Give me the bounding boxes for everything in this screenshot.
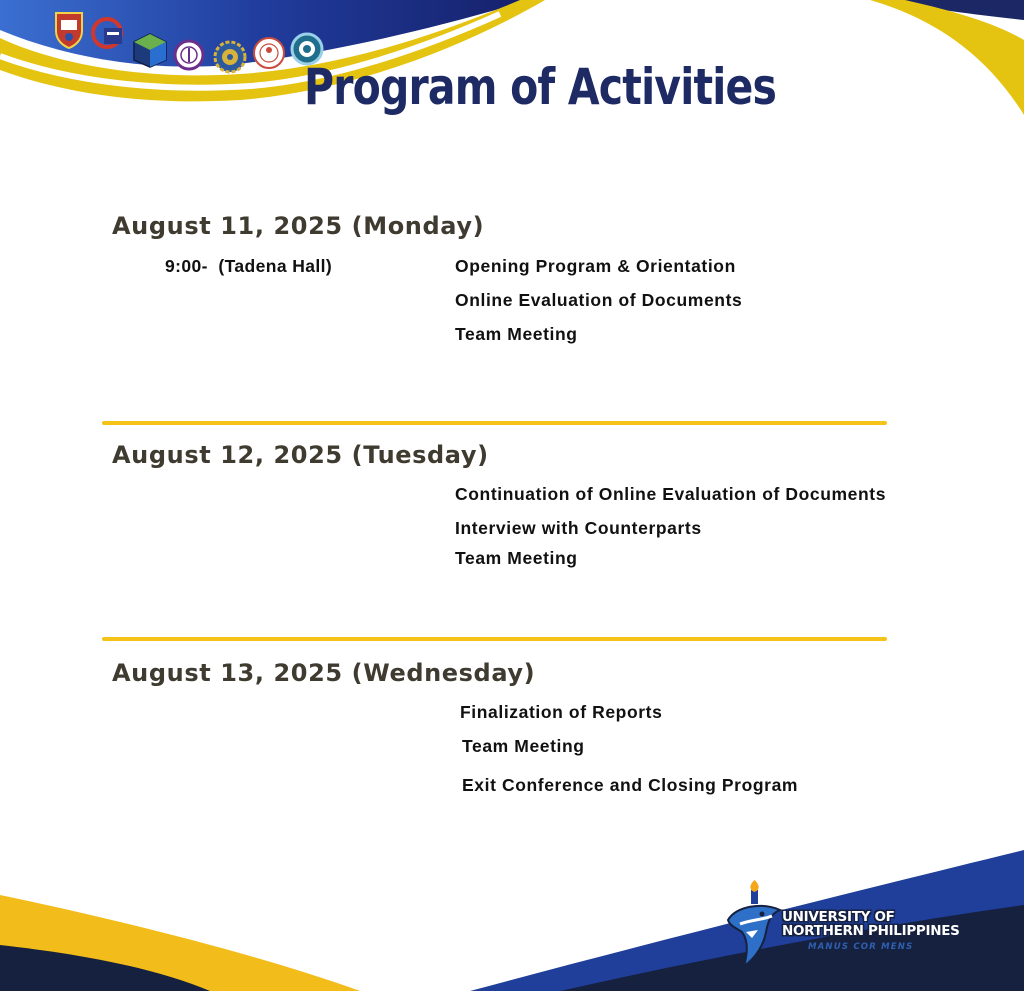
activity-item: Online Evaluation of Documents xyxy=(455,290,743,310)
day-heading-tuesday: August 12, 2025 (Tuesday) xyxy=(112,441,489,469)
day-heading-wednesday: August 13, 2025 (Wednesday) xyxy=(112,659,536,687)
university-brand xyxy=(722,880,992,970)
university-name xyxy=(782,910,960,938)
activity-item: Team Meeting xyxy=(455,324,578,344)
university-name-line1: UNIVERSITY OF xyxy=(782,909,895,925)
unp-seal-logo xyxy=(52,9,86,49)
university-name-line2: NORTHERN PHILIPPINES xyxy=(782,923,960,939)
activity-item: Team Meeting xyxy=(455,548,578,568)
university-motto: MANUS COR MENS xyxy=(808,942,914,952)
section-divider xyxy=(102,637,887,641)
activity-item: Opening Program & Orientation xyxy=(455,256,736,276)
section-divider xyxy=(102,421,887,425)
activity-item: Exit Conference and Closing Program xyxy=(462,775,799,795)
page-title: Program of Activities xyxy=(303,58,777,116)
accreditation-logo xyxy=(90,16,124,50)
activity-item: Continuation of Online Evaluation of Documents xyxy=(455,484,887,504)
time-venue: 9:00- (Tadena Hall) xyxy=(165,256,333,276)
activity-item: Team Meeting xyxy=(462,736,585,756)
activity-item: Finalization of Reports xyxy=(460,702,663,722)
activity-item: Interview with Counterparts xyxy=(455,518,702,538)
day-heading-monday: August 11, 2025 (Monday) xyxy=(112,212,485,240)
